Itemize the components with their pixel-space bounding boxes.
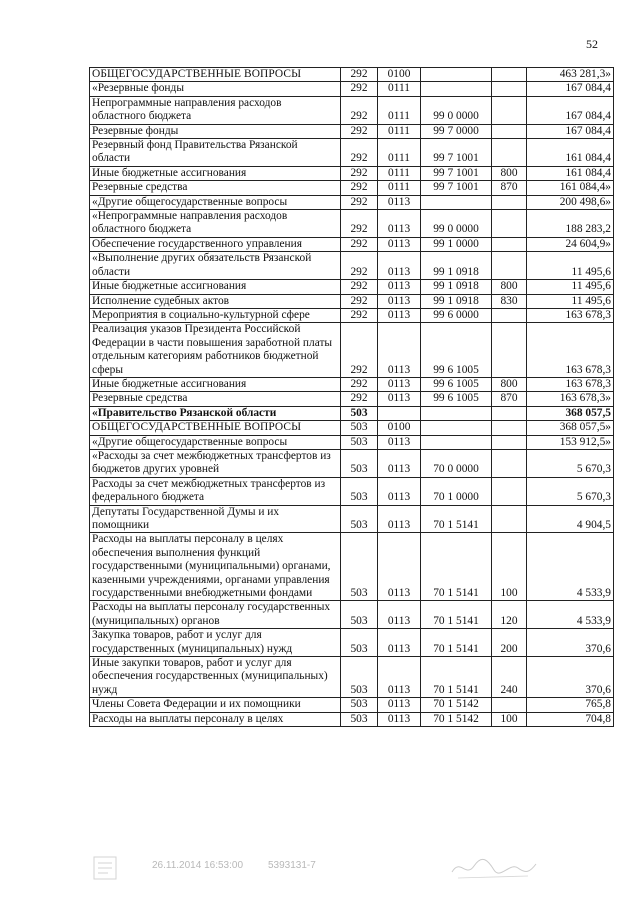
cell-vr — [492, 82, 527, 96]
cell-ved: 292 — [341, 252, 378, 280]
budget-table — [89, 67, 614, 727]
cell-ved: 503 — [341, 533, 378, 601]
cell-name: Иные бюджетные ассигнования — [90, 280, 341, 294]
cell-sum: 163 678,3 — [527, 377, 614, 391]
cell-cs: 99 7 1001 — [421, 181, 492, 195]
cell-name: Мероприятия в социально-культурной сфере — [90, 308, 341, 322]
table-row — [90, 601, 614, 629]
table-row — [90, 96, 614, 124]
cell-name: «Расходы за счет межбюджетных трансфертов из бюджетов других уровней — [90, 449, 341, 477]
table-row — [90, 629, 614, 657]
table-row — [90, 181, 614, 195]
cell-name: Расходы на выплаты персоналу государственных (муниципальных) органов — [90, 601, 341, 629]
cell-sum: 163 678,3 — [527, 323, 614, 378]
cell-sum: 5 670,3 — [527, 477, 614, 505]
table-row — [90, 308, 614, 322]
table-row — [90, 210, 614, 238]
cell-sum: 153 912,5» — [527, 435, 614, 449]
cell-sec: 0113 — [378, 698, 421, 712]
budget-table-body — [90, 68, 614, 727]
table-row — [90, 294, 614, 308]
cell-sum: 24 604,9» — [527, 237, 614, 251]
cell-vr: 120 — [492, 601, 527, 629]
cell-ved: 292 — [341, 308, 378, 322]
cell-name: Иные закупки товаров, работ и услуг для обеспечения государственных (муниципальных) нужд — [90, 657, 341, 698]
cell-sec: 0111 — [378, 139, 421, 167]
cell-cs — [421, 68, 492, 82]
table-row — [90, 82, 614, 96]
table-row — [90, 280, 614, 294]
table-row — [90, 712, 614, 726]
cell-cs: 99 1 0918 — [421, 294, 492, 308]
cell-ved: 292 — [341, 323, 378, 378]
cell-sec: 0113 — [378, 533, 421, 601]
cell-vr: 800 — [492, 280, 527, 294]
cell-cs: 99 0 0000 — [421, 210, 492, 238]
cell-sum: 167 084,4 — [527, 82, 614, 96]
cell-ved: 503 — [341, 477, 378, 505]
cell-name: Резервные средства — [90, 392, 341, 406]
cell-ved: 292 — [341, 210, 378, 238]
cell-cs: 99 6 1005 — [421, 392, 492, 406]
cell-ved: 503 — [341, 435, 378, 449]
cell-vr: 200 — [492, 629, 527, 657]
cell-ved: 503 — [341, 421, 378, 435]
cell-name: Расходы на выплаты персоналу в целях обеспечения выполнения функций государственными (муниципальными) органами, казенными учреждениями, органами управления государственными внебюджетными фондами — [90, 533, 341, 601]
cell-cs — [421, 195, 492, 209]
cell-ved: 292 — [341, 96, 378, 124]
cell-ved: 292 — [341, 280, 378, 294]
cell-sum: 4 533,9 — [527, 533, 614, 601]
cell-vr — [492, 406, 527, 420]
cell-sum: 161 084,4 — [527, 166, 614, 180]
cell-cs: 99 6 0000 — [421, 308, 492, 322]
cell-ved: 503 — [341, 712, 378, 726]
cell-name: Расходы на выплаты персоналу в целях — [90, 712, 341, 726]
cell-cs: 70 1 5142 — [421, 712, 492, 726]
cell-name: ОБЩЕГОСУДАРСТВЕННЫЕ ВОПРОСЫ — [90, 68, 341, 82]
cell-cs: 99 6 1005 — [421, 323, 492, 378]
document-seal-icon — [92, 855, 118, 881]
cell-sec: 0113 — [378, 477, 421, 505]
table-row — [90, 68, 614, 82]
cell-sec: 0113 — [378, 252, 421, 280]
cell-name: «Правительство Рязанской области — [90, 406, 341, 420]
cell-ved: 292 — [341, 195, 378, 209]
cell-sec: 0111 — [378, 181, 421, 195]
cell-name: Реализация указов Президента Российской Федерации в части повышения заработной платы отдельным категориям работников бюджетной сферы — [90, 323, 341, 378]
cell-vr — [492, 308, 527, 322]
table-row — [90, 377, 614, 391]
cell-sec: 0113 — [378, 505, 421, 533]
footer-code: 5393131-7 — [268, 860, 316, 871]
table-row — [90, 252, 614, 280]
signature-icon — [448, 852, 538, 882]
cell-name: Члены Совета Федерации и их помощники — [90, 698, 341, 712]
cell-sec: 0113 — [378, 280, 421, 294]
cell-vr — [492, 210, 527, 238]
cell-cs: 70 1 5141 — [421, 657, 492, 698]
cell-name: Резервные фонды — [90, 124, 341, 138]
cell-sum: 163 678,3» — [527, 392, 614, 406]
cell-ved: 503 — [341, 406, 378, 420]
cell-name: «Непрограммные направления расходов областного бюджета — [90, 210, 341, 238]
cell-sum: 167 084,4 — [527, 124, 614, 138]
cell-ved: 503 — [341, 698, 378, 712]
cell-sec: 0113 — [378, 712, 421, 726]
cell-sum: 463 281,3» — [527, 68, 614, 82]
cell-vr — [492, 195, 527, 209]
cell-sum: 368 057,5 — [527, 406, 614, 420]
cell-name: Иные бюджетные ассигнования — [90, 377, 341, 391]
cell-ved: 292 — [341, 294, 378, 308]
cell-name: Закупка товаров, работ и услуг для государственных (муниципальных) нужд — [90, 629, 341, 657]
cell-sum: 161 084,4» — [527, 181, 614, 195]
cell-vr — [492, 698, 527, 712]
cell-vr: 800 — [492, 377, 527, 391]
table-row — [90, 505, 614, 533]
cell-name: Обеспечение государственного управления — [90, 237, 341, 251]
cell-sum: 370,6 — [527, 657, 614, 698]
cell-sum: 11 495,6 — [527, 294, 614, 308]
cell-sec: 0113 — [378, 449, 421, 477]
cell-cs: 70 1 5141 — [421, 505, 492, 533]
cell-cs: 99 1 0918 — [421, 252, 492, 280]
cell-ved: 503 — [341, 449, 378, 477]
cell-cs: 70 1 5141 — [421, 601, 492, 629]
cell-ved: 292 — [341, 68, 378, 82]
table-row — [90, 698, 614, 712]
cell-ved: 292 — [341, 181, 378, 195]
table-row — [90, 477, 614, 505]
cell-ved: 292 — [341, 392, 378, 406]
cell-sec: 0111 — [378, 96, 421, 124]
cell-cs — [421, 82, 492, 96]
cell-vr — [492, 323, 527, 378]
cell-cs: 70 1 5142 — [421, 698, 492, 712]
cell-ved: 503 — [341, 657, 378, 698]
cell-sum: 765,8 — [527, 698, 614, 712]
table-row — [90, 139, 614, 167]
cell-cs: 99 7 1001 — [421, 166, 492, 180]
cell-ved: 292 — [341, 139, 378, 167]
cell-sec: 0113 — [378, 210, 421, 238]
cell-name: Иные бюджетные ассигнования — [90, 166, 341, 180]
cell-vr: 870 — [492, 392, 527, 406]
cell-ved: 292 — [341, 166, 378, 180]
cell-sum: 11 495,6 — [527, 252, 614, 280]
cell-sum: 11 495,6 — [527, 280, 614, 294]
cell-vr — [492, 252, 527, 280]
cell-cs: 70 1 5141 — [421, 629, 492, 657]
cell-sec: 0111 — [378, 166, 421, 180]
cell-vr: 100 — [492, 712, 527, 726]
table-row — [90, 435, 614, 449]
cell-name: Резервные средства — [90, 181, 341, 195]
cell-cs: 70 1 0000 — [421, 477, 492, 505]
cell-cs: 99 6 1005 — [421, 377, 492, 391]
table-row — [90, 392, 614, 406]
cell-cs: 99 7 1001 — [421, 139, 492, 167]
cell-name: «Другие общегосударственные вопросы — [90, 195, 341, 209]
table-row — [90, 323, 614, 378]
table-row — [90, 449, 614, 477]
cell-name: «Резервные фонды — [90, 82, 341, 96]
cell-name: «Другие общегосударственные вопросы — [90, 435, 341, 449]
cell-name: Исполнение судебных актов — [90, 294, 341, 308]
cell-name: Депутаты Государственной Думы и их помощники — [90, 505, 341, 533]
table-row — [90, 237, 614, 251]
cell-sec: 0113 — [378, 601, 421, 629]
cell-vr: 870 — [492, 181, 527, 195]
cell-ved: 292 — [341, 237, 378, 251]
cell-vr: 100 — [492, 533, 527, 601]
cell-sec: 0113 — [378, 657, 421, 698]
cell-sec: 0113 — [378, 195, 421, 209]
page-footer — [0, 852, 640, 892]
cell-sum: 5 670,3 — [527, 449, 614, 477]
cell-cs: 70 1 5141 — [421, 533, 492, 601]
cell-ved: 292 — [341, 377, 378, 391]
table-row — [90, 166, 614, 180]
cell-cs — [421, 406, 492, 420]
cell-sum: 200 498,6» — [527, 195, 614, 209]
cell-sec: 0113 — [378, 237, 421, 251]
cell-sum: 704,8 — [527, 712, 614, 726]
cell-ved: 292 — [341, 124, 378, 138]
cell-vr — [492, 449, 527, 477]
cell-sum: 4 533,9 — [527, 601, 614, 629]
table-row — [90, 406, 614, 420]
cell-sec: 0100 — [378, 421, 421, 435]
cell-cs — [421, 421, 492, 435]
footer-date: 26.11.2014 16:53:00 — [152, 860, 244, 871]
cell-sec: 0100 — [378, 68, 421, 82]
cell-vr — [492, 124, 527, 138]
cell-sum: 167 084,4 — [527, 96, 614, 124]
cell-sec: 0113 — [378, 377, 421, 391]
table-row — [90, 195, 614, 209]
cell-vr: 800 — [492, 166, 527, 180]
cell-sec: 0111 — [378, 82, 421, 96]
table-row — [90, 533, 614, 601]
cell-name: ОБЩЕГОСУДАРСТВЕННЫЕ ВОПРОСЫ — [90, 421, 341, 435]
cell-sum: 368 057,5» — [527, 421, 614, 435]
cell-ved: 503 — [341, 629, 378, 657]
cell-sec: 0113 — [378, 294, 421, 308]
cell-ved: 292 — [341, 82, 378, 96]
table-row — [90, 657, 614, 698]
cell-ved: 503 — [341, 601, 378, 629]
cell-vr — [492, 505, 527, 533]
cell-vr — [492, 477, 527, 505]
cell-name: Непрограммные направления расходов областного бюджета — [90, 96, 341, 124]
cell-ved: 503 — [341, 505, 378, 533]
cell-vr: 830 — [492, 294, 527, 308]
cell-sec: 0111 — [378, 124, 421, 138]
cell-name: «Выполнение других обязательств Рязанской области — [90, 252, 341, 280]
cell-name: Резервный фонд Правительства Рязанской области — [90, 139, 341, 167]
table-row — [90, 421, 614, 435]
cell-sec — [378, 406, 421, 420]
cell-sec: 0113 — [378, 629, 421, 657]
cell-sec: 0113 — [378, 308, 421, 322]
cell-cs: 99 1 0000 — [421, 237, 492, 251]
table-row — [90, 124, 614, 138]
cell-cs: 99 0 0000 — [421, 96, 492, 124]
cell-vr — [492, 139, 527, 167]
cell-name: Расходы за счет межбюджетных трансфертов из федерального бюджета — [90, 477, 341, 505]
cell-sum: 4 904,5 — [527, 505, 614, 533]
cell-sec: 0113 — [378, 435, 421, 449]
cell-sum: 161 084,4 — [527, 139, 614, 167]
cell-sec: 0113 — [378, 392, 421, 406]
cell-sec: 0113 — [378, 323, 421, 378]
cell-vr — [492, 237, 527, 251]
cell-cs: 99 1 0918 — [421, 280, 492, 294]
cell-vr — [492, 435, 527, 449]
cell-vr — [492, 68, 527, 82]
cell-cs: 99 7 0000 — [421, 124, 492, 138]
page-number: 52 — [586, 37, 598, 51]
cell-sum: 188 283,2 — [527, 210, 614, 238]
cell-cs — [421, 435, 492, 449]
cell-vr: 240 — [492, 657, 527, 698]
cell-vr — [492, 421, 527, 435]
cell-sum: 370,6 — [527, 629, 614, 657]
cell-vr — [492, 96, 527, 124]
cell-cs: 70 0 0000 — [421, 449, 492, 477]
cell-sum: 163 678,3 — [527, 308, 614, 322]
